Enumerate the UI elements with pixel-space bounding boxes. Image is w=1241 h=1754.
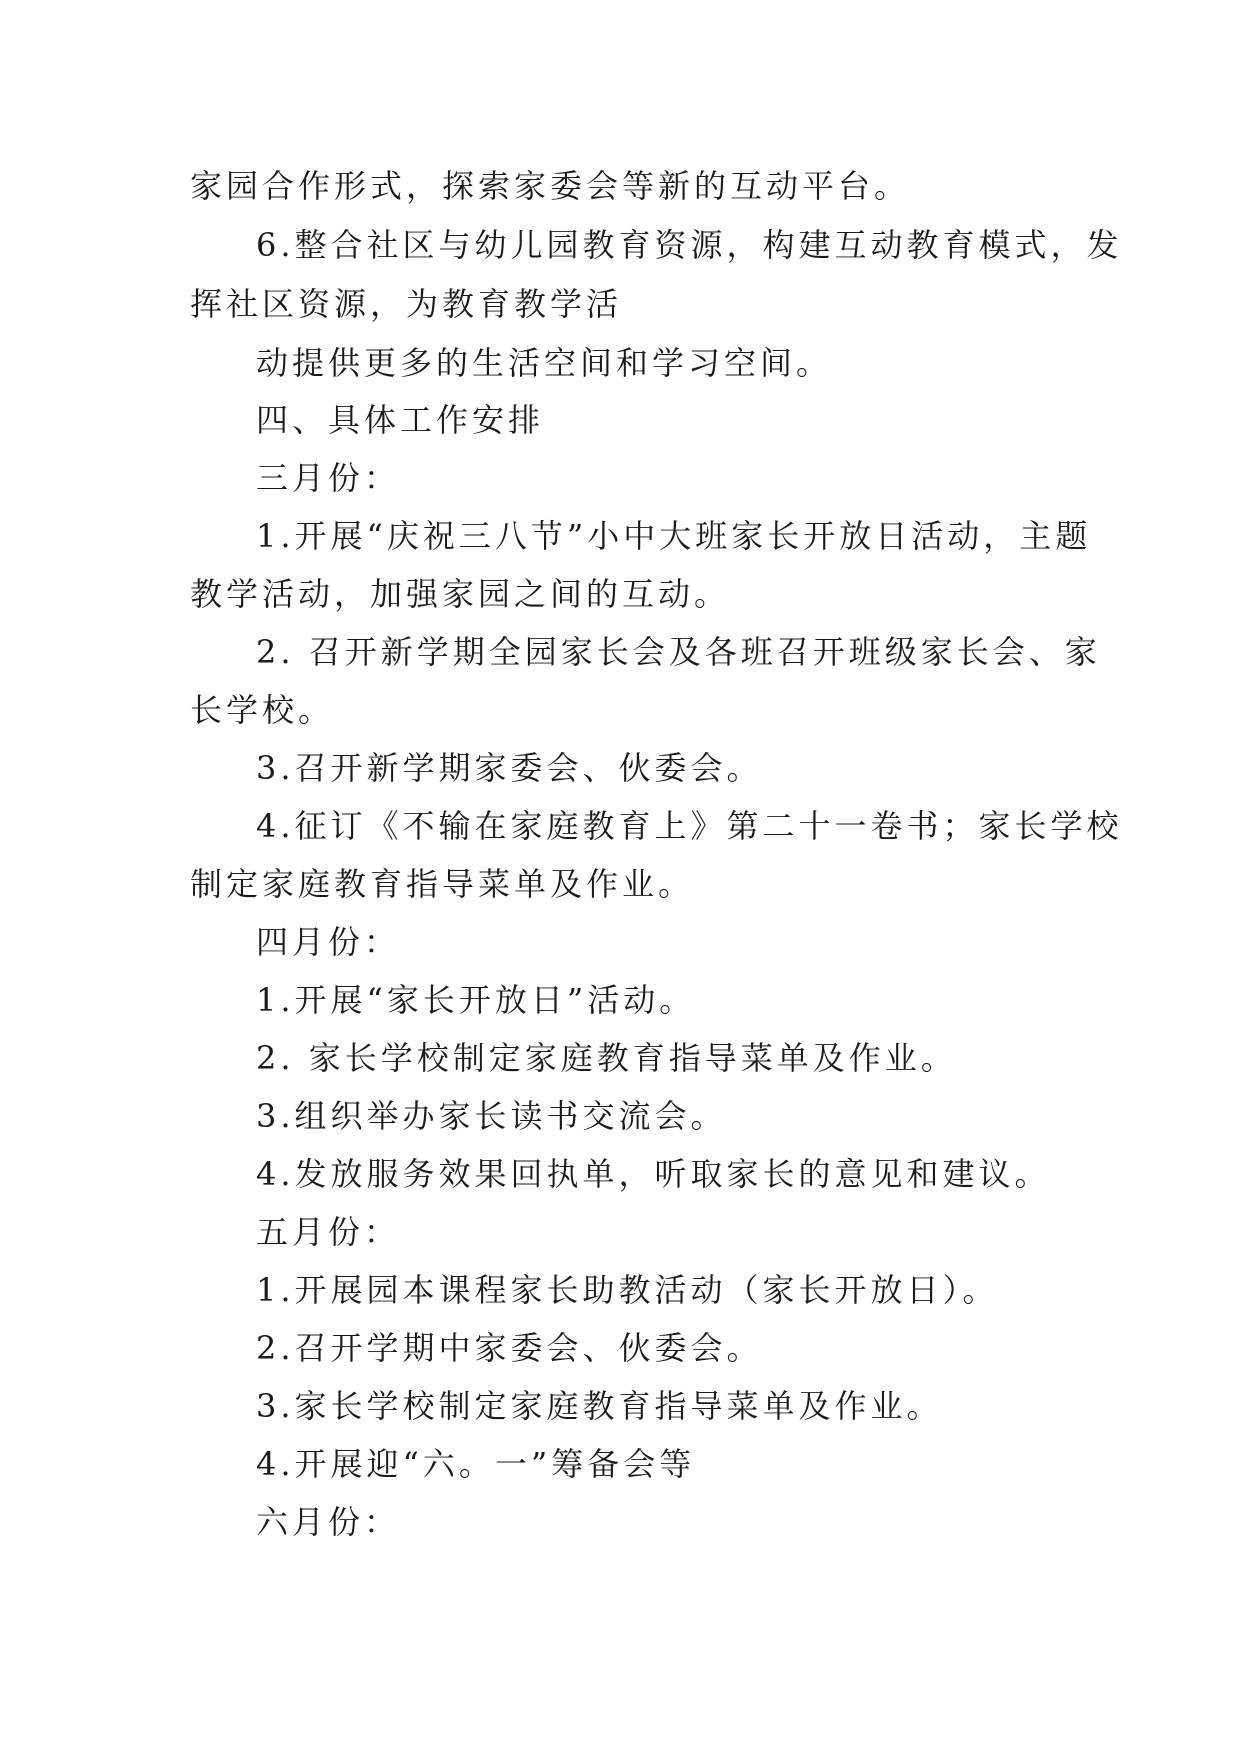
month-heading: 五月份：	[256, 1213, 401, 1251]
month-heading: 六月份：	[256, 1503, 401, 1541]
body-text-line: 挥社区资源，为教育教学活	[190, 285, 623, 323]
month-heading: 三月份：	[256, 459, 401, 497]
body-text-line: 家园合作形式，探索家委会等新的互动平台。	[190, 167, 911, 205]
list-item: 1.开展“庆祝三八节”小中大班家长开放日活动，主题	[256, 517, 1092, 555]
body-text-line: 制定家庭教育指导菜单及作业。	[190, 865, 695, 903]
list-item: 1.开展“家长开放日”活动。	[256, 981, 696, 1019]
body-text-line: 长学校。	[190, 691, 335, 729]
list-item: 2. 召开新学期全园家长会及各班召开班级家长会、家	[256, 633, 1101, 671]
section-heading: 四、具体工作安排	[256, 401, 545, 439]
list-item: 2.召开学期中家委会、伙委会。	[256, 1329, 763, 1367]
month-heading: 四月份：	[256, 923, 401, 961]
list-item: 2. 家长学校制定家庭教育指导菜单及作业。	[256, 1039, 957, 1077]
list-item: 3.组织举办家长读书交流会。	[256, 1097, 727, 1135]
list-item: 6.整合社区与幼儿园教育资源，构建互动教育模式，发	[256, 226, 1123, 264]
list-item: 4.开展迎“六。一”筹备会等	[256, 1445, 696, 1483]
body-text-line: 动提供更多的生活空间和学习空间。	[256, 344, 833, 382]
list-item: 4.征订《不输在家庭教育上》第二十一卷书；家长学校	[256, 807, 1123, 845]
list-item: 4.发放服务效果回执单，听取家长的意见和建议。	[256, 1155, 1051, 1193]
body-text-line: 教学活动，加强家园之间的互动。	[190, 575, 731, 613]
list-item: 3.家长学校制定家庭教育指导菜单及作业。	[256, 1387, 943, 1425]
list-item: 3.召开新学期家委会、伙委会。	[256, 749, 763, 787]
list-item: 1.开展园本课程家长助教活动（家长开放日）。	[256, 1271, 999, 1309]
